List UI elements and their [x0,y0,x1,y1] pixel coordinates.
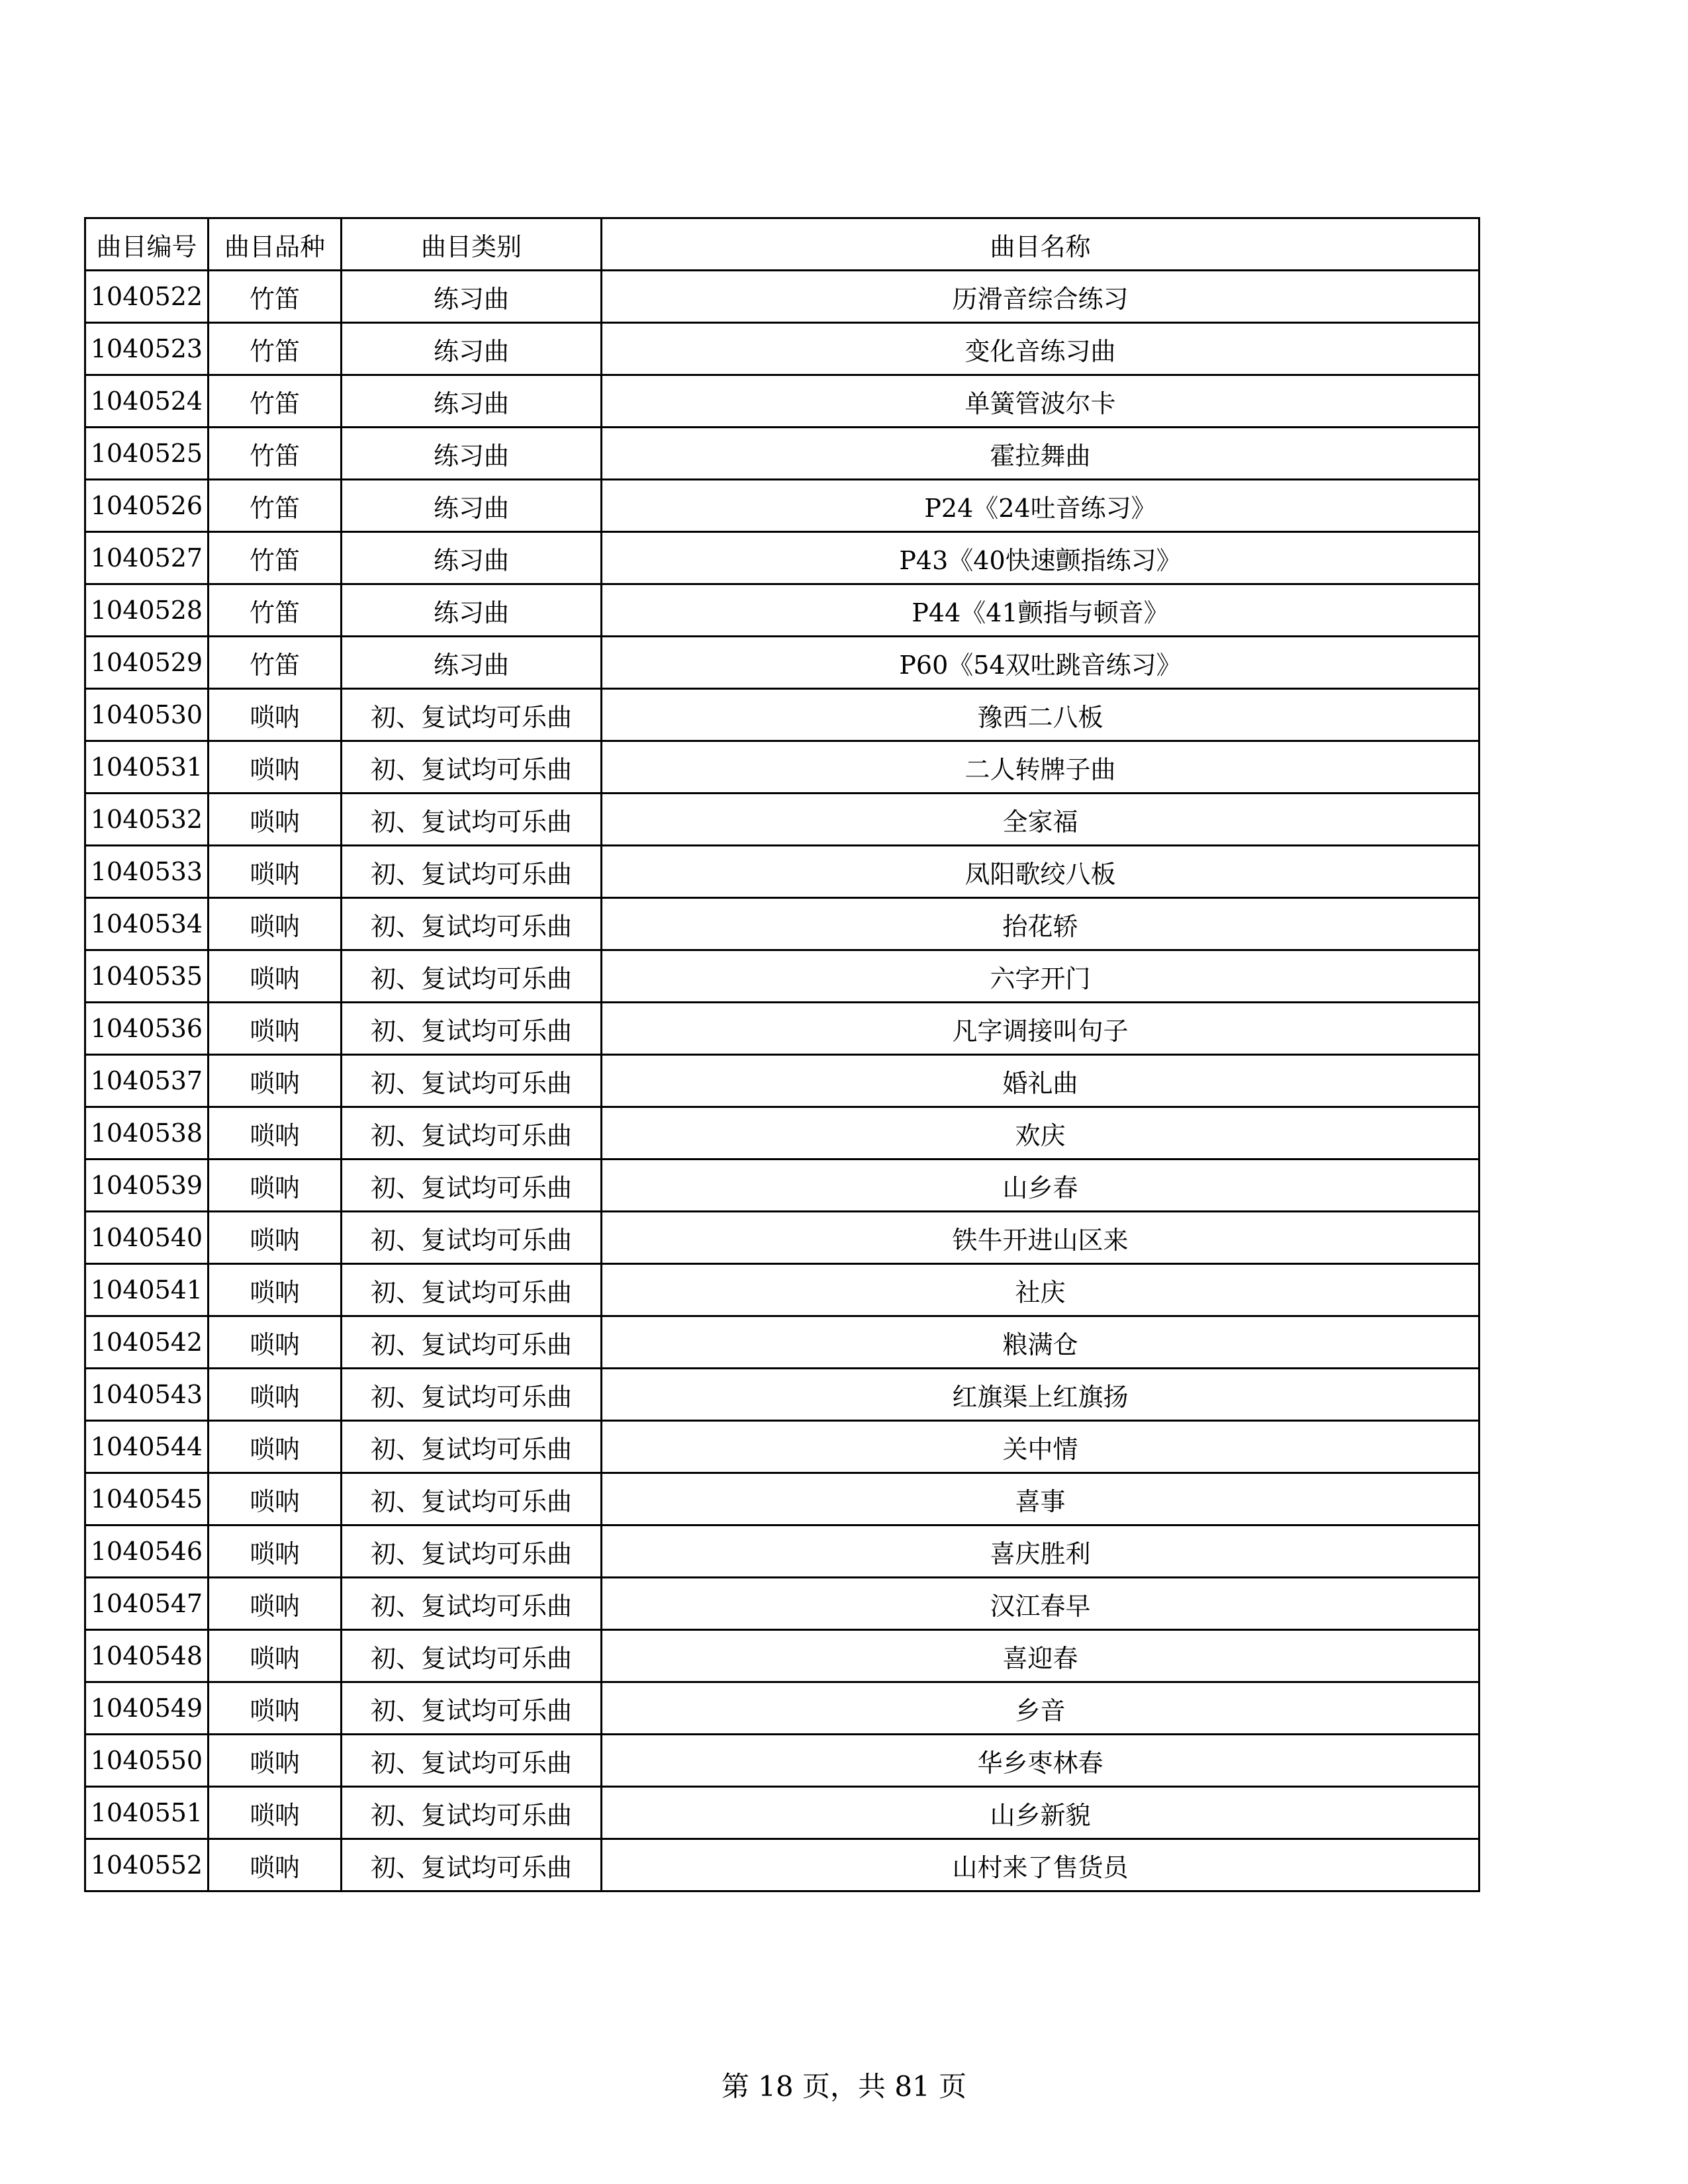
cell-piece-number: 1040538 [85,1107,209,1160]
cell-category: 初、复试均可乐曲 [342,1212,602,1264]
cell-instrument: 唢呐 [209,846,342,898]
cell-piece-title: 抬花轿 [602,898,1479,950]
cell-instrument: 唢呐 [209,1369,342,1421]
table-row [85,637,1479,689]
table-row [85,480,1479,532]
cell-piece-title: 山乡春 [602,1160,1479,1212]
cell-category: 练习曲 [342,375,602,428]
cell-category: 初、复试均可乐曲 [342,1578,602,1630]
cell-instrument: 竹笛 [209,584,342,637]
cell-category: 初、复试均可乐曲 [342,846,602,898]
cell-piece-number: 1040530 [85,689,209,741]
cell-piece-title: P60《54双吐跳音练习》 [602,637,1479,689]
cell-piece-title: 历滑音综合练习 [602,271,1479,323]
table-row [85,1578,1479,1630]
table-row [85,1630,1479,1682]
cell-category: 初、复试均可乐曲 [342,1316,602,1369]
table-row [85,1160,1479,1212]
table-row [85,950,1479,1003]
cell-instrument: 唢呐 [209,1735,342,1787]
cell-piece-title: 凡字调接叫句子 [602,1003,1479,1055]
cell-piece-title: 二人转牌子曲 [602,741,1479,794]
cell-piece-number: 1040537 [85,1055,209,1107]
cell-piece-title: 关中情 [602,1421,1479,1473]
cell-piece-number: 1040548 [85,1630,209,1682]
table-header [85,218,1479,271]
cell-category: 初、复试均可乐曲 [342,1107,602,1160]
cell-piece-title: 粮满仓 [602,1316,1479,1369]
table-row [85,428,1479,480]
table-row [85,846,1479,898]
cell-piece-title: 婚礼曲 [602,1055,1479,1107]
cell-instrument: 唢呐 [209,1473,342,1525]
cell-category: 练习曲 [342,428,602,480]
cell-instrument: 竹笛 [209,428,342,480]
cell-instrument: 唢呐 [209,1525,342,1578]
table-row [85,1421,1479,1473]
cell-instrument: 唢呐 [209,1630,342,1682]
cell-category: 初、复试均可乐曲 [342,794,602,846]
table-row [85,375,1479,428]
table-row [85,898,1479,950]
table-row [85,532,1479,584]
header-piece-title: 曲目名称 [602,218,1479,271]
cell-category: 初、复试均可乐曲 [342,950,602,1003]
cell-piece-number: 1040527 [85,532,209,584]
cell-piece-title: P24《24吐音练习》 [602,480,1479,532]
cell-category: 初、复试均可乐曲 [342,1003,602,1055]
table-row [85,584,1479,637]
cell-instrument: 唢呐 [209,1316,342,1369]
header-row [85,218,1479,271]
header-instrument: 曲目品种 [209,218,342,271]
cell-instrument: 竹笛 [209,271,342,323]
cell-instrument: 唢呐 [209,1682,342,1735]
cell-category: 初、复试均可乐曲 [342,1682,602,1735]
cell-piece-title: 华乡枣林春 [602,1735,1479,1787]
cell-piece-title: 全家福 [602,794,1479,846]
cell-piece-title: 山乡新貌 [602,1787,1479,1839]
cell-piece-title: 铁牛开进山区来 [602,1212,1479,1264]
cell-piece-number: 1040539 [85,1160,209,1212]
cell-instrument: 唢呐 [209,1160,342,1212]
table-row [85,1316,1479,1369]
cell-instrument: 唢呐 [209,950,342,1003]
cell-piece-number: 1040547 [85,1578,209,1630]
cell-category: 练习曲 [342,271,602,323]
cell-piece-number: 1040526 [85,480,209,532]
cell-category: 初、复试均可乐曲 [342,1160,602,1212]
cell-category: 初、复试均可乐曲 [342,1473,602,1525]
table-row [85,1003,1479,1055]
cell-category: 初、复试均可乐曲 [342,689,602,741]
cell-instrument: 竹笛 [209,480,342,532]
cell-category: 初、复试均可乐曲 [342,1055,602,1107]
table-row [85,741,1479,794]
cell-piece-number: 1040552 [85,1839,209,1891]
table-row [85,1525,1479,1578]
cell-piece-title: 汉江春早 [602,1578,1479,1630]
cell-piece-number: 1040550 [85,1735,209,1787]
cell-piece-number: 1040546 [85,1525,209,1578]
cell-instrument: 竹笛 [209,532,342,584]
table-row [85,1264,1479,1316]
table-row [85,1735,1479,1787]
cell-category: 初、复试均可乐曲 [342,1787,602,1839]
cell-piece-number: 1040528 [85,584,209,637]
table-row [85,1369,1479,1421]
cell-category: 初、复试均可乐曲 [342,1369,602,1421]
cell-piece-title: 凤阳歌绞八板 [602,846,1479,898]
page-number-footer: 第 18 页，共 81 页 [721,2070,967,2103]
cell-category: 练习曲 [342,532,602,584]
cell-category: 初、复试均可乐曲 [342,898,602,950]
header-category: 曲目类别 [342,218,602,271]
cell-instrument: 唢呐 [209,1212,342,1264]
table-row [85,1682,1479,1735]
table-row [85,689,1479,741]
cell-instrument: 唢呐 [209,794,342,846]
cell-piece-number: 1040525 [85,428,209,480]
cell-category: 练习曲 [342,637,602,689]
header-piece-number: 曲目编号 [85,218,209,271]
table-row [85,323,1479,375]
cell-piece-number: 1040533 [85,846,209,898]
cell-category: 初、复试均可乐曲 [342,1264,602,1316]
cell-piece-number: 1040529 [85,637,209,689]
cell-category: 练习曲 [342,480,602,532]
cell-instrument: 唢呐 [209,1107,342,1160]
cell-piece-number: 1040544 [85,1421,209,1473]
cell-instrument: 唢呐 [209,741,342,794]
cell-category: 练习曲 [342,584,602,637]
cell-piece-title: 豫西二八板 [602,689,1479,741]
cell-piece-title: 单簧管波尔卡 [602,375,1479,428]
cell-category: 练习曲 [342,323,602,375]
table-row [85,794,1479,846]
cell-instrument: 竹笛 [209,323,342,375]
cell-piece-title: 山村来了售货员 [602,1839,1479,1891]
table-row [85,1107,1479,1160]
cell-category: 初、复试均可乐曲 [342,1839,602,1891]
cell-piece-title: 喜庆胜利 [602,1525,1479,1578]
cell-category: 初、复试均可乐曲 [342,1630,602,1682]
cell-piece-number: 1040523 [85,323,209,375]
cell-instrument: 唢呐 [209,898,342,950]
cell-piece-number: 1040535 [85,950,209,1003]
cell-piece-number: 1040522 [85,271,209,323]
cell-category: 初、复试均可乐曲 [342,1525,602,1578]
table-row [85,271,1479,323]
cell-instrument: 唢呐 [209,1578,342,1630]
cell-piece-number: 1040541 [85,1264,209,1316]
cell-instrument: 竹笛 [209,375,342,428]
cell-category: 初、复试均可乐曲 [342,741,602,794]
cell-piece-number: 1040551 [85,1787,209,1839]
cell-piece-number: 1040524 [85,375,209,428]
table-row [85,1839,1479,1891]
cell-piece-number: 1040540 [85,1212,209,1264]
cell-piece-number: 1040545 [85,1473,209,1525]
cell-piece-number: 1040531 [85,741,209,794]
cell-piece-title: 霍拉舞曲 [602,428,1479,480]
cell-piece-title: 红旗渠上红旗扬 [602,1369,1479,1421]
cell-category: 初、复试均可乐曲 [342,1421,602,1473]
table-body [85,271,1479,1891]
cell-piece-title: 变化音练习曲 [602,323,1479,375]
cell-category: 初、复试均可乐曲 [342,1735,602,1787]
table-row [85,1055,1479,1107]
cell-instrument: 唢呐 [209,1264,342,1316]
cell-piece-number: 1040549 [85,1682,209,1735]
cell-piece-number: 1040543 [85,1369,209,1421]
cell-piece-title: 乡音 [602,1682,1479,1735]
cell-instrument: 唢呐 [209,1839,342,1891]
cell-piece-number: 1040534 [85,898,209,950]
cell-instrument: 竹笛 [209,637,342,689]
cell-piece-title: 社庆 [602,1264,1479,1316]
table-row [85,1473,1479,1525]
cell-piece-title: 六字开门 [602,950,1479,1003]
cell-instrument: 唢呐 [209,689,342,741]
cell-piece-title: 喜事 [602,1473,1479,1525]
cell-piece-title: P44《41颤指与顿音》 [602,584,1479,637]
cell-piece-title: P43《40快速颤指练习》 [602,532,1479,584]
cell-instrument: 唢呐 [209,1787,342,1839]
cell-piece-title: 欢庆 [602,1107,1479,1160]
cell-piece-number: 1040536 [85,1003,209,1055]
cell-piece-number: 1040542 [85,1316,209,1369]
cell-instrument: 唢呐 [209,1003,342,1055]
table-row [85,1787,1479,1839]
cell-piece-title: 喜迎春 [602,1630,1479,1682]
repertoire-table [84,217,1480,1892]
cell-instrument: 唢呐 [209,1421,342,1473]
cell-instrument: 唢呐 [209,1055,342,1107]
cell-piece-number: 1040532 [85,794,209,846]
table-row [85,1212,1479,1264]
